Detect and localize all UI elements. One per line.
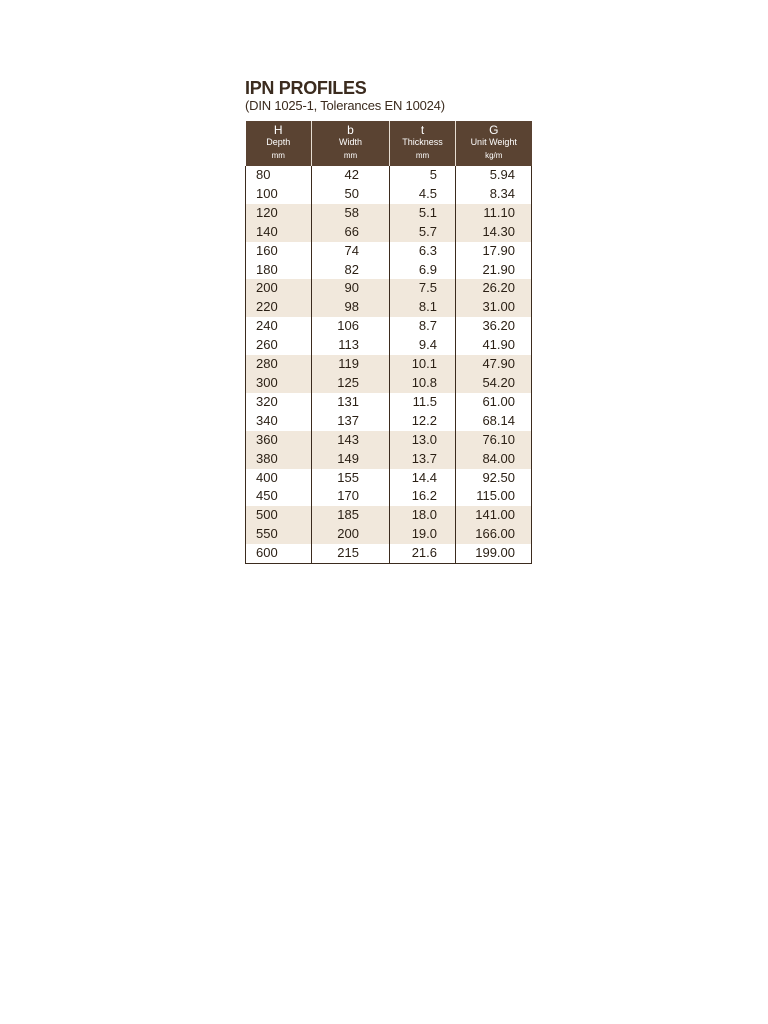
cell-width: 98 xyxy=(312,298,390,317)
column-symbol: t xyxy=(420,123,425,137)
cell-thickness: 6.3 xyxy=(390,242,456,261)
table-body xyxy=(246,166,532,564)
cell-thickness: 8.7 xyxy=(390,317,456,336)
cell-thickness: 10.1 xyxy=(390,355,456,374)
cell-depth: 450 xyxy=(246,487,312,506)
cell-thickness: 4.5 xyxy=(390,185,456,204)
column-unit: mm xyxy=(415,151,430,160)
cell-width: 66 xyxy=(312,223,390,242)
cell-width: 200 xyxy=(312,525,390,544)
cell-width: 50 xyxy=(312,185,390,204)
table-header xyxy=(246,121,532,166)
cell-thickness: 14.4 xyxy=(390,469,456,488)
cell-thickness: 11.5 xyxy=(390,393,456,412)
cell-width: 149 xyxy=(312,450,390,469)
table-row xyxy=(246,355,532,374)
column-header-width xyxy=(312,121,390,166)
cell-depth: 500 xyxy=(246,506,312,525)
cell-depth: 400 xyxy=(246,469,312,488)
cell-depth: 240 xyxy=(246,317,312,336)
table-row xyxy=(246,336,532,355)
cell-thickness: 5.7 xyxy=(390,223,456,242)
cell-depth: 180 xyxy=(246,261,312,280)
column-symbol: G xyxy=(489,123,499,137)
column-unit: kg/m xyxy=(485,151,503,160)
cell-thickness: 13.7 xyxy=(390,450,456,469)
cell-unit-weight: 36.20 xyxy=(456,317,532,336)
column-unit: mm xyxy=(343,151,358,160)
table-row xyxy=(246,204,532,223)
cell-depth: 300 xyxy=(246,374,312,393)
table-row xyxy=(246,185,532,204)
table-row xyxy=(246,431,532,450)
cell-unit-weight: 26.20 xyxy=(456,279,532,298)
cell-thickness: 19.0 xyxy=(390,525,456,544)
cell-thickness: 12.2 xyxy=(390,412,456,431)
cell-unit-weight: 17.90 xyxy=(456,242,532,261)
cell-thickness: 13.0 xyxy=(390,431,456,450)
cell-depth: 360 xyxy=(246,431,312,450)
cell-width: 58 xyxy=(312,204,390,223)
document-title: IPN PROFILES xyxy=(245,78,367,98)
cell-thickness: 10.8 xyxy=(390,374,456,393)
table-row xyxy=(246,298,532,317)
table-row xyxy=(246,525,532,544)
cell-depth: 80 xyxy=(246,166,312,185)
table-row xyxy=(246,166,532,185)
column-header-thickness xyxy=(390,121,456,166)
cell-unit-weight: 31.00 xyxy=(456,298,532,317)
table-row xyxy=(246,469,532,488)
cell-unit-weight: 41.90 xyxy=(456,336,532,355)
ipn-profiles-table xyxy=(245,121,532,564)
cell-thickness: 21.6 xyxy=(390,544,456,563)
cell-unit-weight: 47.90 xyxy=(456,355,532,374)
cell-depth: 160 xyxy=(246,242,312,261)
cell-width: 42 xyxy=(312,166,390,185)
table-row xyxy=(246,506,532,525)
cell-unit-weight: 11.10 xyxy=(456,204,532,223)
cell-unit-weight: 92.50 xyxy=(456,469,532,488)
cell-thickness: 18.0 xyxy=(390,506,456,525)
cell-width: 125 xyxy=(312,374,390,393)
column-header-unit-weight xyxy=(456,121,532,166)
cell-depth: 140 xyxy=(246,223,312,242)
column-unit: mm xyxy=(271,151,285,160)
cell-depth: 320 xyxy=(246,393,312,412)
cell-depth: 600 xyxy=(246,544,312,563)
table-row xyxy=(246,393,532,412)
cell-unit-weight: 199.00 xyxy=(456,544,532,563)
table-row xyxy=(246,450,532,469)
table-row xyxy=(246,544,532,563)
document-subtitle: (DIN 1025-1, Tolerances EN 10024) xyxy=(245,98,445,113)
table-row xyxy=(246,261,532,280)
table-row xyxy=(246,317,532,336)
cell-unit-weight: 76.10 xyxy=(456,431,532,450)
cell-width: 113 xyxy=(312,336,390,355)
cell-unit-weight: 61.00 xyxy=(456,393,532,412)
table-row xyxy=(246,374,532,393)
cell-unit-weight: 8.34 xyxy=(456,185,532,204)
cell-unit-weight: 54.20 xyxy=(456,374,532,393)
column-label: Unit Weight xyxy=(470,137,517,147)
table-row xyxy=(246,279,532,298)
column-label: Depth xyxy=(266,137,291,147)
cell-width: 137 xyxy=(312,412,390,431)
cell-width: 131 xyxy=(312,393,390,412)
table-row xyxy=(246,242,532,261)
column-header-depth xyxy=(246,121,312,166)
table-row xyxy=(246,487,532,506)
cell-unit-weight: 166.00 xyxy=(456,525,532,544)
cell-unit-weight: 14.30 xyxy=(456,223,532,242)
cell-unit-weight: 115.00 xyxy=(456,487,532,506)
cell-depth: 200 xyxy=(246,279,312,298)
cell-width: 170 xyxy=(312,487,390,506)
cell-unit-weight: 84.00 xyxy=(456,450,532,469)
cell-depth: 260 xyxy=(246,336,312,355)
cell-depth: 220 xyxy=(246,298,312,317)
cell-width: 119 xyxy=(312,355,390,374)
cell-unit-weight: 141.00 xyxy=(456,506,532,525)
table-row xyxy=(246,412,532,431)
cell-unit-weight: 21.90 xyxy=(456,261,532,280)
cell-width: 155 xyxy=(312,469,390,488)
column-symbol: b xyxy=(347,123,354,137)
cell-width: 90 xyxy=(312,279,390,298)
cell-thickness: 6.9 xyxy=(390,261,456,280)
cell-depth: 380 xyxy=(246,450,312,469)
cell-unit-weight: 5.94 xyxy=(456,166,532,185)
cell-depth: 280 xyxy=(246,355,312,374)
cell-width: 143 xyxy=(312,431,390,450)
cell-depth: 550 xyxy=(246,525,312,544)
cell-thickness: 16.2 xyxy=(390,487,456,506)
cell-width: 215 xyxy=(312,544,390,563)
column-symbol: H xyxy=(273,123,283,137)
cell-width: 185 xyxy=(312,506,390,525)
cell-thickness: 5.1 xyxy=(390,204,456,223)
cell-width: 106 xyxy=(312,317,390,336)
column-label: Width xyxy=(338,137,362,147)
cell-depth: 120 xyxy=(246,204,312,223)
cell-depth: 100 xyxy=(246,185,312,204)
cell-thickness: 8.1 xyxy=(390,298,456,317)
cell-thickness: 9.4 xyxy=(390,336,456,355)
table-row xyxy=(246,223,532,242)
cell-thickness: 5 xyxy=(390,166,456,185)
cell-width: 82 xyxy=(312,261,390,280)
cell-unit-weight: 68.14 xyxy=(456,412,532,431)
cell-depth: 340 xyxy=(246,412,312,431)
cell-thickness: 7.5 xyxy=(390,279,456,298)
column-label: Thickness xyxy=(402,137,443,147)
cell-width: 74 xyxy=(312,242,390,261)
document xyxy=(245,78,531,564)
